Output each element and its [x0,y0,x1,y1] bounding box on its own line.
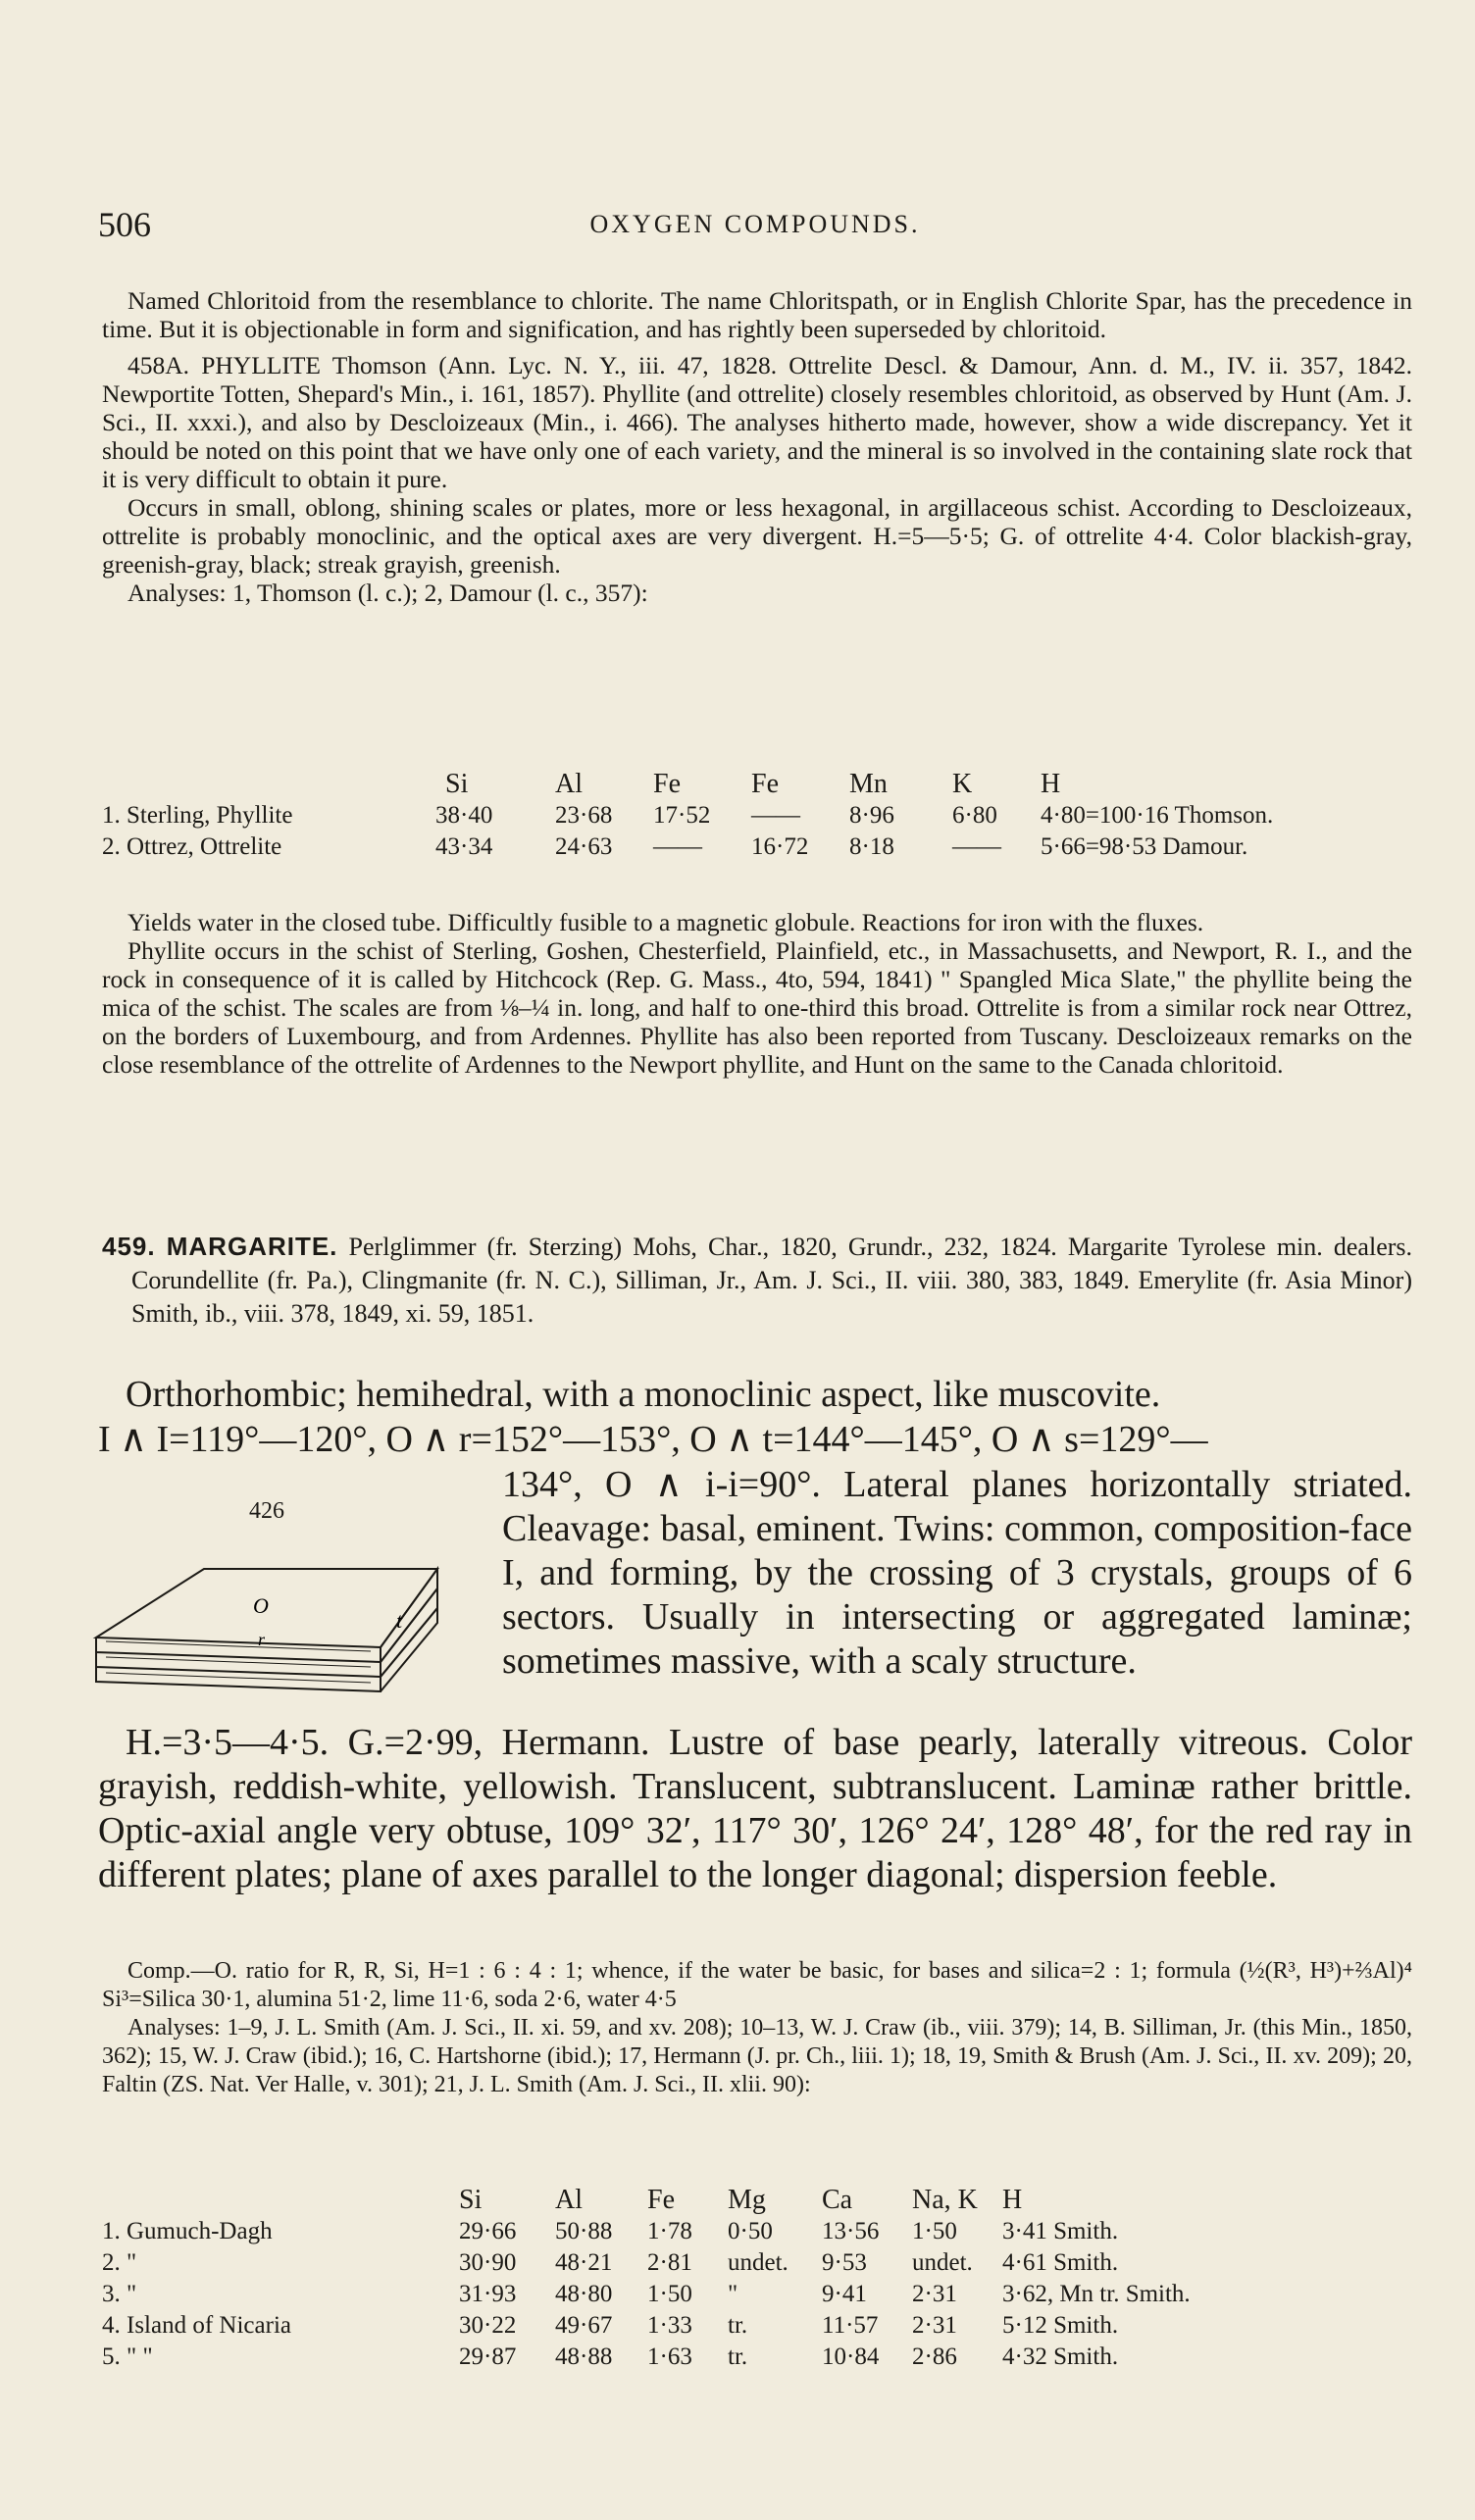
cell: —— [751,802,800,829]
cell: 11·57 [822,2312,879,2339]
row-label: 2. " [102,2249,137,2276]
cell: 5·66=98·53 Damour. [1041,833,1248,860]
cell: 2·86 [912,2344,957,2370]
cell: 23·68 [555,802,613,829]
cell: 1·50 [912,2218,957,2244]
phyllite-notes [102,908,1412,1079]
phyllite-paragraph: 458A. PHYLLITE Thomson (Ann. Lyc. N. Y., iii. 47, 1828. Ottrelite Descl. & Damour, Ann. d. M., IV. ii. 357, 1842. Newportite Totten, Shepard's Min., i. 161, 1857). Phyllite (and ottrelite) closely resembles chloritoid, as observed by Hunt (Am. J. Sci., II. xxxi.), and also by Descloizeaux (Min., i. 466). The analyses hitherto made, however, show a wide discrepancy. Yet it should be noted on this point that we have only one of each variety, and the mineral is so involved in the containing slate rock that it is very difficult to obtain it pure. [102,351,1412,493]
cell: 4·61 Smith. [1002,2249,1119,2276]
table-header-row [102,2185,1191,2216]
cell: 9·53 [822,2249,867,2276]
cell: 24·63 [555,833,613,860]
col-na-k: Na, K [912,2185,978,2215]
cell: 50·88 [555,2218,613,2244]
margarite-synonymy-block [102,1230,1412,1331]
cell: 1·50 [647,2281,692,2307]
table-row [102,2310,1191,2342]
cell: 6·80 [952,802,997,829]
table-row [102,2247,1191,2279]
col-si: Si [445,769,469,799]
species-name: MARGARITE. [166,1232,338,1261]
row-label: 1. Gumuch-Dagh [102,2218,273,2244]
col-k: K [952,769,973,799]
cell: 3·62, Mn tr. Smith. [1002,2281,1191,2307]
row-label: 2. Ottrez, Ottrelite [102,833,282,860]
cell: 2·31 [912,2281,957,2307]
row-label: 5. " " [102,2344,153,2370]
crystal-line-1: Orthorhombic; hemihedral, with a monoclinic aspect, like muscovite. [126,1374,1161,1415]
table-row [102,2279,1191,2310]
col-mn: Mn [849,769,888,799]
row-label: 3. " [102,2281,137,2307]
composition-section [102,1957,1412,2099]
col-fe: Fe [647,2185,675,2215]
cell: —— [653,833,702,860]
margarite-analysis-table [102,2185,1191,2373]
cell: 4·32 Smith. [1002,2344,1119,2370]
analyses-intro: Analyses: 1, Thomson (l. c.); 2, Damour (l. c., 357): [127,579,648,607]
cell: tr. [728,2344,748,2370]
face-label-r: r [258,1630,266,1649]
cell: 8·96 [849,802,894,829]
cell: 43·34 [435,833,493,860]
analyses-sources-paragraph: Analyses: 1–9, J. L. Smith (Am. J. Sci., II. xi. 59, and xv. 208); 10–13, W. J. Craw (ib., viii. 379); 14, B. Silliman, Jr. (this Min., 1850, 362); 15, W. J. Craw (ibid.); 16, C. Hartshorne (ibid.); 17, Hermann (J. pr. Ch., liii. 1); 18, 19, Smith & Brush (Am. J. Sci., II. xv. 209); 20, Faltin (ZS. Nat. Ver Halle, v. 301); 21, J. L. Smith (Am. J. Sci., II. xlii. 90): [102,2015,1412,2097]
table-row [102,2216,1191,2247]
species-synonymy: Perlglimmer (fr. Sterzing) Mohs, Char., 1820, Grundr., 232, 1824. Margarite Tyrolese min. dealers. Corundellite (fr. Pa.), Clingmanite (fr. N. C.), Silliman, Jr., Am. J. Sci., II. viii. 380, 383, 1849. Emerylite (fr. Asia Minor) Smith, ib., viii. 378, 1849, xi. 59, 1851. [131,1233,1413,1328]
col-al: Al [555,769,583,799]
col-fe2o3: Fe [653,769,681,799]
face-label-o: O [253,1593,269,1618]
cell: tr. [728,2312,748,2339]
crystal-wrap-paragraph: 134°, O ∧ i-i=90°. Lateral planes horizontally striated. Cleavage: basal, eminent. Twins: common, composition-face I, and forming, by the crossing of 3 crystals, groups of 6 sectors. Usually in intersecting or aggregated laminæ; sometimes massive, with a scaly structure. [502,1464,1412,1682]
row-label: 4. Island of Nicaria [102,2312,291,2339]
cell: 48·88 [555,2344,613,2370]
cell: 31·93 [459,2281,517,2307]
blowpipe-paragraph: Yields water in the closed tube. Difficultly fusible to a magnetic globule. Reactions for iron with the fluxes. [127,908,1204,936]
cell: 29·66 [459,2218,517,2244]
chloritoid-paragraph: Named Chloritoid from the resemblance to chlorite. The name Chloritspath, or in English Chlorite Spar, has the precedence in time. But it is objectionable in form and signification, and has rightly been superseded by chloritoid. [102,286,1412,343]
cell: 0·50 [728,2218,773,2244]
figure-number: 426 [249,1498,284,1524]
cell: 4·80=100·16 Thomson. [1041,802,1274,829]
cell: 8·18 [849,833,894,860]
col-mg: Mg [728,2185,766,2215]
cell: 17·52 [653,802,711,829]
cell: 5·12 Smith. [1002,2312,1119,2339]
col-ca: Ca [822,2185,853,2215]
physical-properties-paragraph: H.=3·5—4·5. G.=2·99, Hermann. Lustre of base pearly, laterally vitreous. Color grayish, reddish-white, yellowish. Translucent, subtranslucent. Laminæ rather brittle. Optic-axial angle very obtuse, 109° 32′, 117° 30′, 126° 24′, 128° 48′, for the red ray in different plates; plane of axes parallel to the longer diagonal; dispersion feeble. [98,1722,1412,1895]
cell: undet. [912,2249,973,2276]
table-row [102,832,1273,863]
page-number: 506 [98,205,151,244]
cell: 1·78 [647,2218,692,2244]
cell: " [728,2281,738,2307]
species-number: 459. [102,1232,156,1261]
occurrence-paragraph: Occurs in small, oblong, shining scales or plates, more or less hexagonal, in argillaceous schist. According to Descloizeaux, ottrelite is probably monoclinic, and the optical axes are very divergent. H.=5—5·5; G. of ottrelite 4·4. Color blackish-gray, greenish-gray, black; streak grayish, greenish. [102,493,1412,579]
cell: undet. [728,2249,788,2276]
cell: 2·31 [912,2312,957,2339]
cell: 2·81 [647,2249,692,2276]
cell: 1·33 [647,2312,692,2339]
col-si: Si [459,2185,483,2215]
table-row [102,800,1273,832]
cell: 1·63 [647,2344,692,2370]
cell: 3·41 Smith. [1002,2218,1119,2244]
running-title: OXYGEN COMPOUNDS. [589,210,921,238]
cell: 16·72 [751,833,809,860]
page-header [98,204,1412,253]
crystal-line-2: I ∧ I=119°—120°, O ∧ r=152°—153°, O ∧ t=144°—145°, O ∧ s=129°— [98,1419,1208,1460]
cell: 30·90 [459,2249,517,2276]
composition-paragraph: Comp.—O. ratio for R, R, Si, H=1 : 6 : 4 : 1; whence, if the water be basic, for bases and silica=2 : 1; formula (½(R³, H³)+⅔Al)⁴ Si³=Silica 30·1, alumina 51·2, lime 11·6, soda 2·6, water 4·5 [102,1958,1412,2012]
cell: 13·56 [822,2218,880,2244]
col-h: H [1002,2185,1023,2215]
cell: 9·41 [822,2281,867,2307]
cell: 48·80 [555,2281,613,2307]
phyllite-analysis-table [102,769,1273,863]
col-al: Al [555,2185,583,2215]
intro-section [102,286,1412,607]
face-label-t: t [396,1608,403,1633]
cell: 49·67 [555,2312,613,2339]
table-row [102,2342,1191,2373]
cell: 29·87 [459,2344,517,2370]
col-feo: Fe [751,769,779,799]
col-h: H [1041,769,1061,799]
locality-paragraph: Phyllite occurs in the schist of Sterling, Goshen, Chesterfield, Plainfield, etc., in Massachusetts, and Newport, R. I., and the rock in consequence of it is called by Hitchcock (Rep. G. Mass., 4to, 594, 1841) " Spangled Mica Slate," the phyllite being the mica of the schist. The scales are from ⅛–¼ in. long, and half to one-third this broad. Ottrelite is from a similar rock near Ottrez, on the borders of Luxembourg, and from Ardennes. Phyllite has also been reported from Tuscany. Descloizeaux remarks on the close resemblance of the ottrelite of Ardennes to the Newport phyllite, and Hunt on the same to the Canada chloritoid. [102,936,1412,1079]
cell: 30·22 [459,2312,517,2339]
row-label: 1. Sterling, Phyllite [102,802,293,829]
table-header-row [102,769,1273,800]
cell: 38·40 [435,802,493,829]
cell: 10·84 [822,2344,880,2370]
cell: 48·21 [555,2249,613,2276]
crystal-figure [86,1530,451,1706]
cell: —— [952,833,1001,860]
